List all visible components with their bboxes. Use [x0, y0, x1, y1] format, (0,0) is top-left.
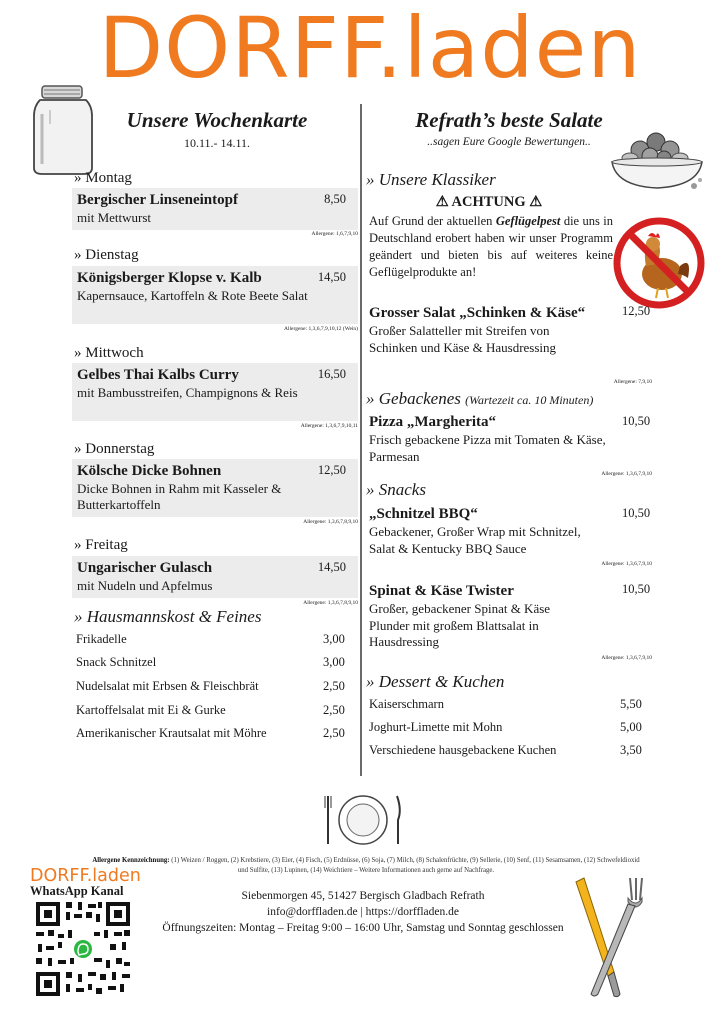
- salad-bowl-icon: [608, 120, 706, 194]
- opening-hours: Öffnungszeiten: Montag – Freitag 9:00 – 16:00 Uhr, Samstag und Sonntag geschlossen: [162, 922, 564, 934]
- dish-name: Gelbes Thai Kalbs Curry: [77, 367, 239, 383]
- dish-name: Bergischer Linseneintopf: [77, 192, 238, 208]
- column-divider: [360, 104, 362, 776]
- dish-description: mit Bambusstreifen, Champignons & Reis: [77, 385, 298, 400]
- dish-name: „Schnitzel BBQ“: [369, 506, 478, 522]
- dish-price: 14,50: [317, 560, 346, 574]
- section-baked-label: » Gebackenes: [366, 389, 461, 408]
- extra-item-price: 3,00: [323, 632, 345, 646]
- dish-description: Frisch gebackene Pizza mit Tomaten & Käse, Parmesan: [369, 432, 606, 464]
- allergen-legend-text: (1) Weizen / Roggen, (2) Krebstiere, (3) Eier, (4) Fisch, (5) Erdnüsse, (6) Soja, (7) Milch, (8) Schalenfrüchte, (9) Sellerie, (10) Senf, (11) Sesamsamen, (12) Schwefeldioxid und Sulfite, (13) Lupinen, (14) Weichtiere – Weitere Informationen auch gerne auf Nachfrage.: [169, 857, 640, 874]
- salads-subtitle: ..sagen Eure Google Bewertungen..: [427, 136, 591, 148]
- cutlery-icon: [570, 876, 648, 1000]
- dish-description: mit Mettwurst: [77, 210, 152, 225]
- dish-price: 16,50: [317, 367, 346, 381]
- weekly-menu-title: Unsere Wochenkarte: [126, 108, 308, 132]
- warning-text-part: die uns in Deutschland erobert haben wir unser Programm geändert und bieten bis auf weiteres keine Geflügelprodukte an!: [369, 214, 614, 279]
- warning-text: [369, 213, 613, 281]
- section-snacks: » Snacks: [366, 480, 426, 499]
- dish-description: Kapernsauce, Kartoffeln & Rote Beete Salat: [77, 288, 308, 303]
- dish-price: 10,50: [622, 506, 651, 520]
- salads-title: Refrath’s beste Salate: [415, 108, 603, 132]
- dish-wednesday: [72, 363, 358, 421]
- address-line: Siebenmorgen 45, 51427 Bergisch Gladbach Refrath: [241, 890, 485, 902]
- extra-item-name: Snack Schnitzel: [76, 655, 157, 669]
- dish-schnitzel-bbq: [369, 505, 609, 557]
- section-classics: » Unsere Klassiker: [366, 170, 496, 189]
- dish-thursday: [72, 459, 358, 517]
- plate-icon: [322, 790, 404, 848]
- dish-price: 10,50: [622, 582, 651, 596]
- dish-name: Kölsche Dicke Bohnen: [77, 463, 222, 479]
- allergen-legend: [92, 856, 640, 875]
- jar-icon: [28, 84, 98, 176]
- dessert-item-name: Joghurt-Limette mit Mohn: [369, 720, 503, 734]
- extra-item-price: 2,50: [323, 703, 345, 717]
- extra-item-name: Kartoffelsalat mit Ei & Gurke: [76, 703, 226, 717]
- dish-description: Großer Salatteller mit Streifen von Schinken und Käse & Hausdressing: [369, 323, 557, 355]
- dish-friday: [72, 556, 358, 598]
- dessert-item-price: 3,50: [620, 743, 642, 757]
- section-dessert: » Dessert & Kuchen: [366, 672, 505, 691]
- dish-name: Spinat & Käse Twister: [369, 583, 514, 599]
- contact-block: [150, 888, 576, 936]
- dish-pizza: [369, 413, 609, 465]
- date-range: 10.11.- 14.11.: [183, 136, 251, 150]
- section-baked: [366, 389, 593, 409]
- allergens-pizza: Allergene: 1,3,6,7,9,10: [601, 471, 652, 477]
- dish-price: 14,50: [317, 270, 346, 284]
- whatsapp-icon: [74, 940, 92, 958]
- dessert-item-name: Verschiedene hausgebackene Kuchen: [369, 743, 557, 757]
- footer-logo: DORFF.laden: [30, 866, 141, 886]
- dish-price: 12,50: [317, 463, 346, 477]
- allergens-thursday: Allergene: 1,3,6,7,8,9,10: [303, 519, 358, 525]
- dish-name: Königsberger Klopse v. Kalb: [77, 270, 262, 286]
- dish-twister: [369, 582, 609, 651]
- contact-line[interactable]: info@dorffladen.de | https://dorffladen.de: [267, 906, 459, 918]
- dish-description: Gebackener, Großer Wrap mit Schnitzel, Salat & Kentucky BBQ Sauce: [369, 524, 581, 556]
- allergens-friday: Allergene: 1,3,6,7,8,9,10: [303, 600, 358, 606]
- day-label-friday: » Freitag: [74, 537, 128, 553]
- extra-item-name: Nudelsalat mit Erbsen & Fleischbrät: [76, 679, 259, 693]
- no-poultry-icon: [612, 216, 706, 310]
- dish-name: Pizza „Margherita“: [369, 414, 497, 430]
- extra-item-name: Frikadelle: [76, 632, 127, 646]
- dish-tuesday: [72, 266, 358, 324]
- dish-monday: [72, 188, 358, 230]
- extra-item-price: 3,00: [323, 655, 345, 669]
- allergens-twister: Allergene: 1,3,6,7,9,10: [601, 655, 652, 661]
- dessert-item-price: 5,00: [620, 720, 642, 734]
- dish-description: Großer, gebackener Spinat & Käse Plunder mit großem Blattsalat in Hausdressing: [369, 601, 551, 649]
- dish-grosser-salat: [369, 304, 599, 356]
- dish-description: mit Nudeln und Apfelmus: [77, 578, 213, 593]
- extra-item-name: Amerikanischer Krautsalat mit Möhre: [76, 726, 267, 740]
- day-label-tuesday: » Dienstag: [74, 247, 139, 263]
- whatsapp-label: WhatsApp Kanal: [30, 884, 124, 898]
- brand-logo: DORFF.laden: [98, 0, 642, 97]
- warning-text-part: Auf Grund der aktuellen: [369, 214, 496, 228]
- dish-price: 10,50: [622, 414, 651, 428]
- extra-item-price: 2,50: [323, 726, 345, 740]
- dessert-item-name: Kaiserschmarn: [369, 697, 444, 711]
- allergens-monday: Allergene: 1,6,7,9,10: [311, 231, 358, 237]
- allergens-tuesday: Allergene: 1,3,6,7,9,10,12 (Wein): [284, 326, 358, 332]
- allergens-wednesday: Allergene: 1,3,6,7,9,10,11: [300, 423, 358, 429]
- day-label-monday: » Montag: [74, 170, 132, 186]
- section-hausmannskost: » Hausmannskost & Feines: [74, 607, 262, 626]
- dish-name: Grosser Salat „Schinken & Käse“: [369, 305, 586, 321]
- dish-description: Dicke Bohnen in Rahm mit Kasseler & Butterkartoffeln: [77, 481, 282, 512]
- baked-wait-note: (Wartezeit ca. 10 Minuten): [465, 393, 594, 407]
- dish-price: 12,50: [622, 304, 651, 318]
- allergen-legend-label: Allergene Kennzeichnung:: [92, 857, 170, 864]
- day-label-thursday: » Donnerstag: [74, 441, 155, 457]
- warning-emphasis: Geflügelpest: [495, 214, 561, 228]
- warning-title: ⚠ ACHTUNG ⚠: [435, 194, 543, 210]
- dish-name: Ungarischer Gulasch: [77, 560, 213, 576]
- extra-item-price: 2,50: [323, 679, 345, 693]
- qr-code[interactable]: [34, 900, 132, 998]
- allergens-schnitzel: Allergene: 1,3,6,7,9,10: [601, 561, 652, 567]
- dish-price: 8,50: [324, 192, 346, 206]
- dessert-item-price: 5,50: [620, 697, 642, 711]
- allergens-salad: Allergene: 7,9,10: [613, 379, 652, 385]
- day-label-wednesday: » Mittwoch: [74, 345, 144, 361]
